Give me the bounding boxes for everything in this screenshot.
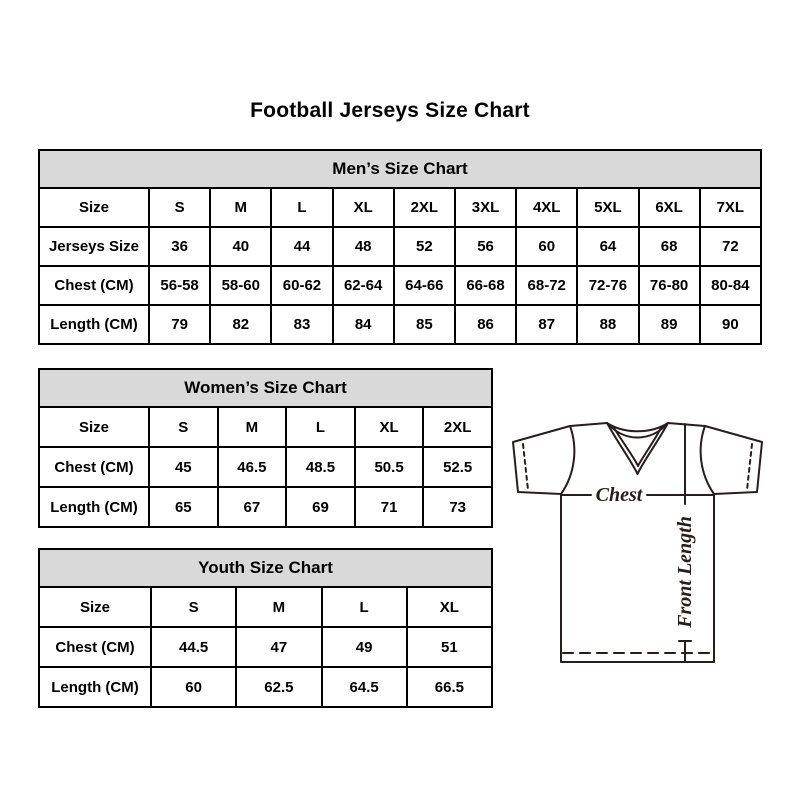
table-cell: 73 <box>423 487 492 527</box>
table-cell: 68-72 <box>516 266 577 305</box>
table-cell: 52.5 <box>423 447 492 487</box>
table-cell: 79 <box>149 305 210 344</box>
table-cell: 49 <box>322 627 407 667</box>
table-cell: 64 <box>577 227 638 266</box>
table-cell: 69 <box>286 487 355 527</box>
table-cell: 64.5 <box>322 667 407 707</box>
table-cell: 67 <box>218 487 287 527</box>
row-header-cell: Size <box>39 188 149 227</box>
table-cell: 5XL <box>577 188 638 227</box>
table-cell: 80-84 <box>700 266 761 305</box>
table-cell: 51 <box>407 627 492 667</box>
table-row <box>39 587 492 627</box>
table-cell: L <box>286 407 355 447</box>
table-cell: 2XL <box>423 407 492 447</box>
table-cell: 46.5 <box>218 447 287 487</box>
table-cell: 48 <box>333 227 394 266</box>
table-cell: 7XL <box>700 188 761 227</box>
table-cell: 68 <box>639 227 700 266</box>
table-cell: 56-58 <box>149 266 210 305</box>
table-cell: 64-66 <box>394 266 455 305</box>
table-cell: 84 <box>333 305 394 344</box>
table-cell: L <box>271 188 332 227</box>
table-cell: 87 <box>516 305 577 344</box>
table-row <box>39 305 761 344</box>
jersey-illustration <box>490 390 780 690</box>
table-cell: 62-64 <box>333 266 394 305</box>
table-cell: 88 <box>577 305 638 344</box>
page-title: Football Jerseys Size Chart <box>250 99 530 122</box>
row-header-cell: Jerseys Size <box>39 227 149 266</box>
table-cell: 86 <box>455 305 516 344</box>
row-header-cell: Length (CM) <box>39 305 149 344</box>
table-cell: 44.5 <box>151 627 236 667</box>
mens-table-title: Men’s Size Chart <box>39 150 761 188</box>
jersey-outline <box>513 423 762 662</box>
table-cell: 48.5 <box>286 447 355 487</box>
jersey-measurement-diagram <box>490 390 780 690</box>
table-cell: 58-60 <box>210 266 271 305</box>
table-cell: 66-68 <box>455 266 516 305</box>
table-cell: 45 <box>149 447 218 487</box>
table-cell: 4XL <box>516 188 577 227</box>
table-cell: 52 <box>394 227 455 266</box>
table-cell: 36 <box>149 227 210 266</box>
womens-size-table <box>38 368 493 528</box>
table-row <box>39 627 492 667</box>
table-row <box>39 266 761 305</box>
table-title-row <box>39 369 492 407</box>
left-sleeve-seam <box>561 426 574 494</box>
row-header-cell: Chest (CM) <box>39 627 151 667</box>
table-cell: 62.5 <box>236 667 321 707</box>
chest-label: Chest <box>595 484 643 506</box>
table-cell: 60 <box>516 227 577 266</box>
table-cell: XL <box>407 587 492 627</box>
table-cell: 3XL <box>455 188 516 227</box>
table-row <box>39 447 492 487</box>
table-cell: 50.5 <box>355 447 424 487</box>
table-cell: L <box>322 587 407 627</box>
right-sleeve-seam <box>701 426 714 494</box>
table-cell: 65 <box>149 487 218 527</box>
front-length-label: Front Length <box>674 516 696 628</box>
table-title-row <box>39 549 492 587</box>
table-cell: 60-62 <box>271 266 332 305</box>
womens-table-title: Women’s Size Chart <box>39 369 492 407</box>
row-header-cell: Length (CM) <box>39 487 149 527</box>
table-row <box>39 667 492 707</box>
row-header-cell: Size <box>39 587 151 627</box>
table-cell: 2XL <box>394 188 455 227</box>
table-row <box>39 487 492 527</box>
table-cell: 82 <box>210 305 271 344</box>
table-cell: 60 <box>151 667 236 707</box>
table-cell: 72-76 <box>577 266 638 305</box>
table-cell: 56 <box>455 227 516 266</box>
youth-table-title: Youth Size Chart <box>39 549 492 587</box>
table-cell: XL <box>355 407 424 447</box>
right-cuff-dashed-line <box>747 444 752 490</box>
row-header-cell: Chest (CM) <box>39 266 149 305</box>
table-cell: 44 <box>271 227 332 266</box>
table-cell: 66.5 <box>407 667 492 707</box>
table-cell: M <box>210 188 271 227</box>
row-header-cell: Length (CM) <box>39 667 151 707</box>
table-cell: 83 <box>271 305 332 344</box>
table-cell: 90 <box>700 305 761 344</box>
row-header-cell: Chest (CM) <box>39 447 149 487</box>
table-cell: 85 <box>394 305 455 344</box>
table-title-row <box>39 150 761 188</box>
table-cell: 6XL <box>639 188 700 227</box>
mens-size-table <box>38 149 762 345</box>
left-cuff-dashed-line <box>523 444 528 490</box>
table-cell: S <box>151 587 236 627</box>
table-cell: 72 <box>700 227 761 266</box>
table-cell: 71 <box>355 487 424 527</box>
table-cell: M <box>236 587 321 627</box>
table-row <box>39 188 761 227</box>
table-cell: 76-80 <box>639 266 700 305</box>
youth-size-table <box>38 548 493 708</box>
table-row <box>39 407 492 447</box>
row-header-cell: Size <box>39 407 149 447</box>
table-cell: M <box>218 407 287 447</box>
table-cell: XL <box>333 188 394 227</box>
table-cell: S <box>149 188 210 227</box>
table-cell: 89 <box>639 305 700 344</box>
table-row <box>39 227 761 266</box>
table-cell: S <box>149 407 218 447</box>
table-cell: 40 <box>210 227 271 266</box>
table-cell: 47 <box>236 627 321 667</box>
